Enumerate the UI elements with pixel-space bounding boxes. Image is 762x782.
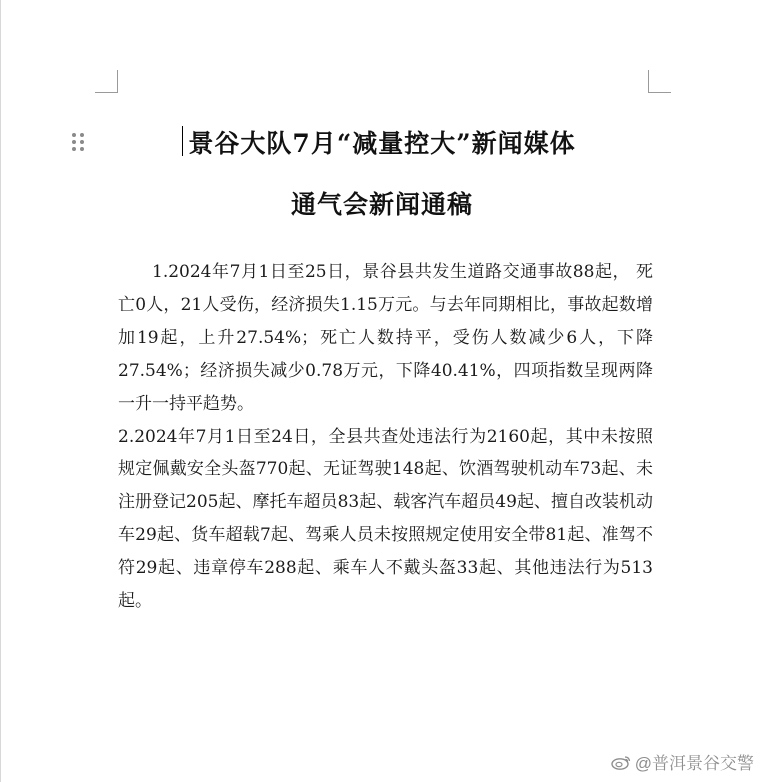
page-left-border: [0, 0, 1, 782]
margin-corner-top-left: [95, 70, 118, 93]
weibo-icon: [611, 754, 631, 770]
document-title-line-2[interactable]: 通气会新闻通稿: [290, 190, 473, 219]
text-cursor: [182, 126, 183, 156]
paragraph-accident-statistics[interactable]: 1.2024年7月1日至25日，景谷县共发生道路交通事故88起， 死亡0人，21人受伤，经济损失1.15万元。与去年同期相比，事故起数增加19起，上升27.54%；死亡人数持平，受伤人数减少6人，下降27.54%；经济损失减少0.78万元，下降40.41%，四项指数呈现两降一升一持平趋势。: [118, 262, 653, 414]
document-body[interactable]: [118, 256, 653, 618]
watermark: [611, 749, 754, 774]
paragraph-violation-statistics[interactable]: 2.2024年7月1日至24日，全县共查处违法行为2160起，其中未按照规定佩戴安全头盔770起、无证驾驶148起、饮酒驾驶机动车73起、未注册登记205起、摩托车超员83起、载客汽车超员49起、擅自改装机动车29起、货车超载7起、驾乘人员未按照规定使用安全带81起、准驾不符29起、违章停车288起、乘车人不戴头盔33起、其他违法行为513起。: [118, 426, 653, 612]
watermark-text: @普洱景谷交警: [634, 754, 754, 773]
margin-corner-top-right: [648, 70, 671, 93]
drag-handle-icon[interactable]: [72, 133, 84, 151]
document-title-line-1[interactable]: 景谷大队7月“减量控大”新闻媒体: [188, 129, 576, 158]
